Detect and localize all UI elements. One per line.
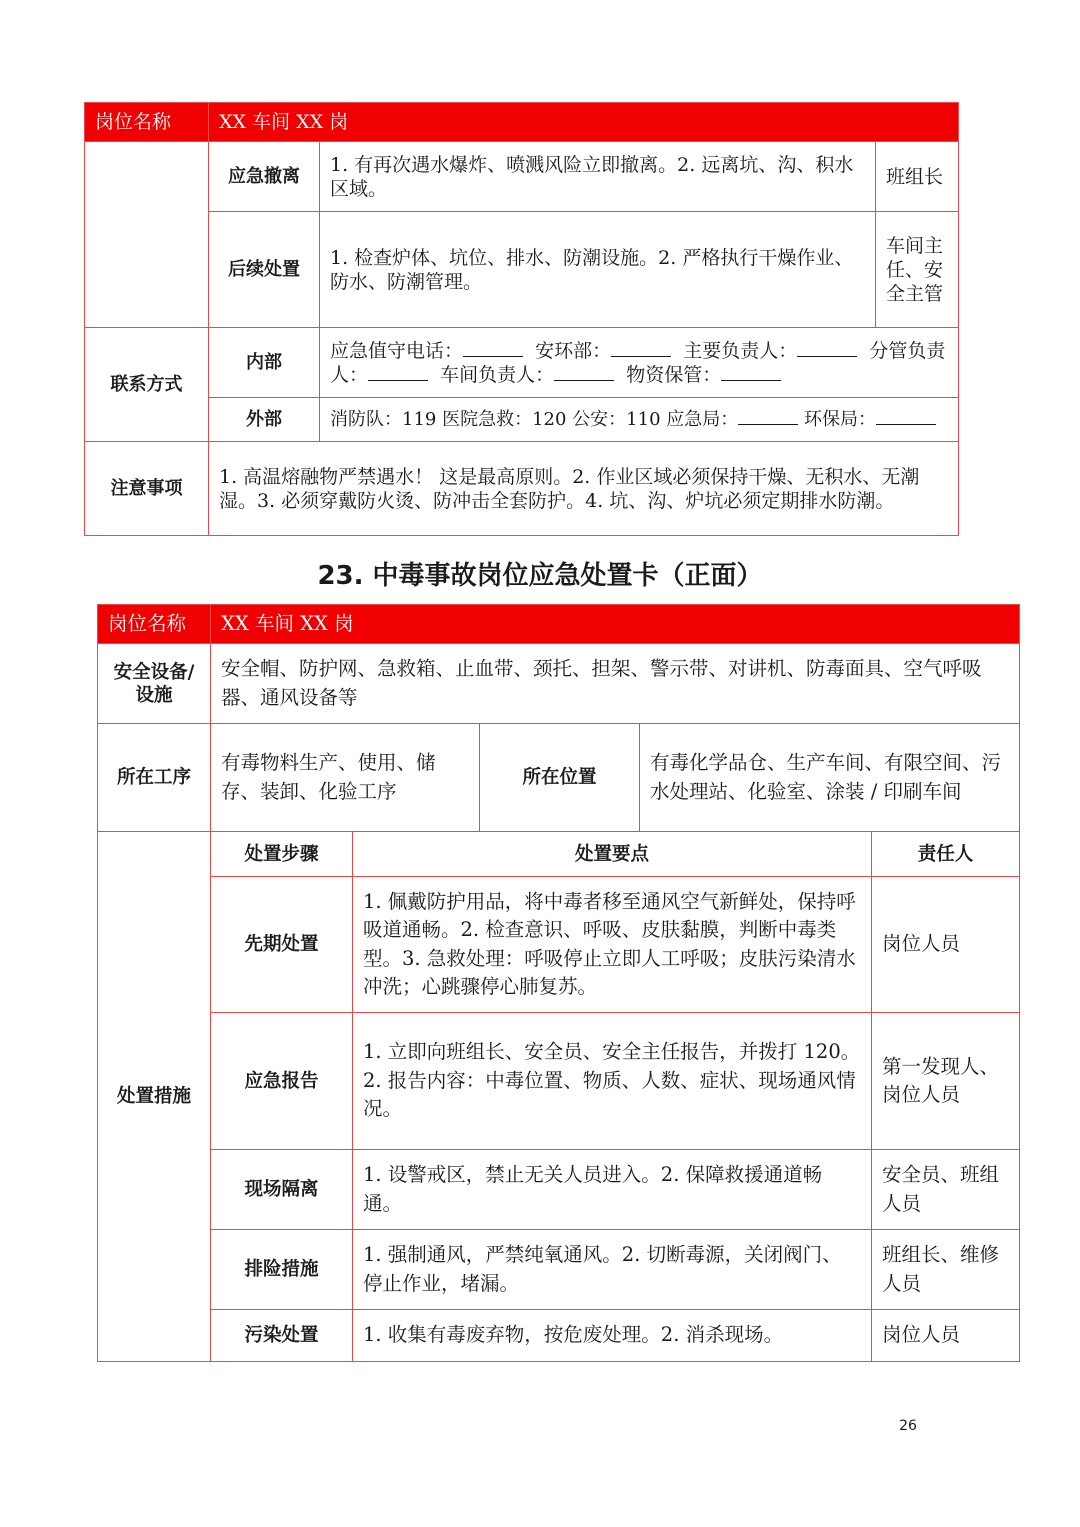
- card1-header-label: 岗位名称: [85, 103, 209, 142]
- page-number: 26: [899, 1418, 917, 1434]
- row-step: 现场隔离: [211, 1150, 353, 1230]
- card2-equipment-row: [98, 644, 1020, 724]
- external-emergency: 应急局：: [666, 408, 739, 430]
- blank-line: [554, 364, 614, 381]
- card1-contact-external-label: 外部: [209, 398, 320, 442]
- card2-header-value: XX 车间 XX 岗: [211, 605, 1020, 644]
- card1-contact-internal-label: 内部: [209, 328, 320, 398]
- card2-process-label: 所在工序: [98, 724, 211, 832]
- internal-item: 分管负责人：: [330, 339, 946, 386]
- card1-contact-internal-row: [85, 328, 959, 398]
- external-police: 公安：110: [572, 408, 661, 430]
- internal-item: 物资保管：: [626, 363, 722, 386]
- column-header-step: 处置步骤: [211, 832, 353, 877]
- column-header-person: 责任人: [872, 832, 1020, 877]
- card1-contact-label: 联系方式: [85, 328, 209, 442]
- row-points: 1. 收集有毒废弃物，按危废处理。2. 消杀现场。: [353, 1310, 872, 1362]
- card1-followup-content: 1. 检查炉体、坑位、排水、防潮设施。2. 严格执行干燥作业、防水、防潮管理。: [320, 212, 876, 328]
- column-header-points: 处置要点: [353, 832, 872, 877]
- card1-header-row: [85, 103, 959, 142]
- external-fire: 消防队：119: [330, 408, 437, 430]
- card2-location-content: 有毒化学品仓、生产车间、有限空间、污水处理站、化验室、涂装 / 印刷车间: [640, 724, 1020, 832]
- card2-header-row: [98, 605, 1020, 644]
- blank-line: [721, 364, 781, 381]
- table-row: [98, 1150, 1020, 1230]
- row-step: 先期处置: [211, 877, 353, 1013]
- blank-line: [463, 340, 523, 357]
- row-person: 岗位人员: [872, 877, 1020, 1013]
- card1-notes-content: 1. 高温熔融物严禁遇水！ 这是最高原则。2. 作业区域必须保持干燥、无积水、无潮湿。3. 必须穿戴防火烫、防冲击全套防护。4. 坑、沟、炉坑必须定期排水防潮。: [209, 442, 959, 536]
- card1-notes-row: [85, 442, 959, 536]
- card2-table: [97, 604, 1020, 1362]
- blank-line: [797, 340, 857, 357]
- card1-table: [84, 102, 959, 536]
- blank-line: [876, 408, 936, 425]
- internal-item: 应急值守电话：: [330, 339, 464, 362]
- row-step: 排险措施: [211, 1230, 353, 1310]
- card1-followup-row: [85, 212, 959, 328]
- row-points: [353, 1013, 872, 1150]
- table-row: [98, 1013, 1020, 1150]
- blank-line: [368, 364, 428, 381]
- card2-process-content: 有毒物料生产、使用、储存、装卸、化验工序: [211, 724, 480, 832]
- internal-item: 主要负责人：: [683, 339, 798, 362]
- section-title: 23. 中毒事故岗位应急处置卡（正面）: [317, 561, 763, 591]
- card1-header-value: XX 车间 XX 岗: [209, 103, 959, 142]
- card1-evacuation-label: 应急撤离: [209, 142, 320, 212]
- row-person: 第一发现人、岗位人员: [872, 1013, 1020, 1150]
- internal-item: 安环部：: [535, 339, 612, 362]
- blank-line: [611, 340, 671, 357]
- card1-contact-external-row: [85, 398, 959, 442]
- card1-measures-cell: [85, 142, 209, 328]
- card1-evacuation-content: 1. 有再次遇水爆炸、喷溅风险立即撤离。2. 远离坑、沟、积水区域。: [320, 142, 876, 212]
- table-header-row: [98, 832, 1020, 877]
- card1-followup-person: 车间主任、安全主管: [876, 212, 959, 328]
- card2-header-label: 岗位名称: [98, 605, 211, 644]
- row-points: 1. 强制通风，严禁纯氧通风。2. 切断毒源，关闭阀门、停止作业，堵漏。: [353, 1230, 872, 1310]
- row-person: 班组长、维修人员: [872, 1230, 1020, 1310]
- card2-equipment-content: 安全帽、防护网、急救箱、止血带、颈托、担架、警示带、对讲机、防毒面具、空气呼吸器、通风设备等: [211, 644, 1020, 724]
- card1-evacuation-person: 班组长: [876, 142, 959, 212]
- row-step: 应急报告: [211, 1013, 353, 1150]
- card1-contact-external-content: [320, 398, 959, 442]
- row-points-line: 2. 报告内容：中毒位置、物质、人数、症状、现场通风情况。: [363, 1068, 856, 1121]
- card2-equipment-label: 安全设备/设施: [98, 644, 211, 724]
- card2-measures-label: 处置措施: [98, 832, 211, 1362]
- row-step: 污染处置: [211, 1310, 353, 1362]
- row-points: 1. 设警戒区，禁止无关人员进入。2. 保障救援通道畅通。: [353, 1150, 872, 1230]
- card1-notes-label: 注意事项: [85, 442, 209, 536]
- internal-item: 车间负责人：: [440, 363, 555, 386]
- table-row: [98, 877, 1020, 1013]
- row-person: 岗位人员: [872, 1310, 1020, 1362]
- card2-process-row: [98, 724, 1020, 832]
- row-person: 安全员、班组人员: [872, 1150, 1020, 1230]
- row-points: 1. 佩戴防护用品，将中毒者移至通风空气新鲜处，保持呼吸道通畅。2. 检查意识、呼吸、皮肤黏膜，判断中毒类型。3. 急救处理：呼吸停止立即人工呼吸；皮肤污染清水冲洗；心跳骤停心肺复苏。: [353, 877, 872, 1013]
- blank-line: [738, 408, 798, 425]
- table-row: [98, 1310, 1020, 1362]
- card1-followup-label: 后续处置: [209, 212, 320, 328]
- row-points-line: 1. 立即向班组长、安全员、安全主任报告，并拨打 120。: [363, 1040, 861, 1064]
- external-hospital: 医院急救：120: [442, 408, 567, 430]
- card2-location-label: 所在位置: [480, 724, 640, 832]
- card1-evacuation-row: [85, 142, 959, 212]
- card1-contact-internal-content: [320, 328, 959, 398]
- table-row: [98, 1230, 1020, 1310]
- external-env: 环保局：: [804, 408, 877, 430]
